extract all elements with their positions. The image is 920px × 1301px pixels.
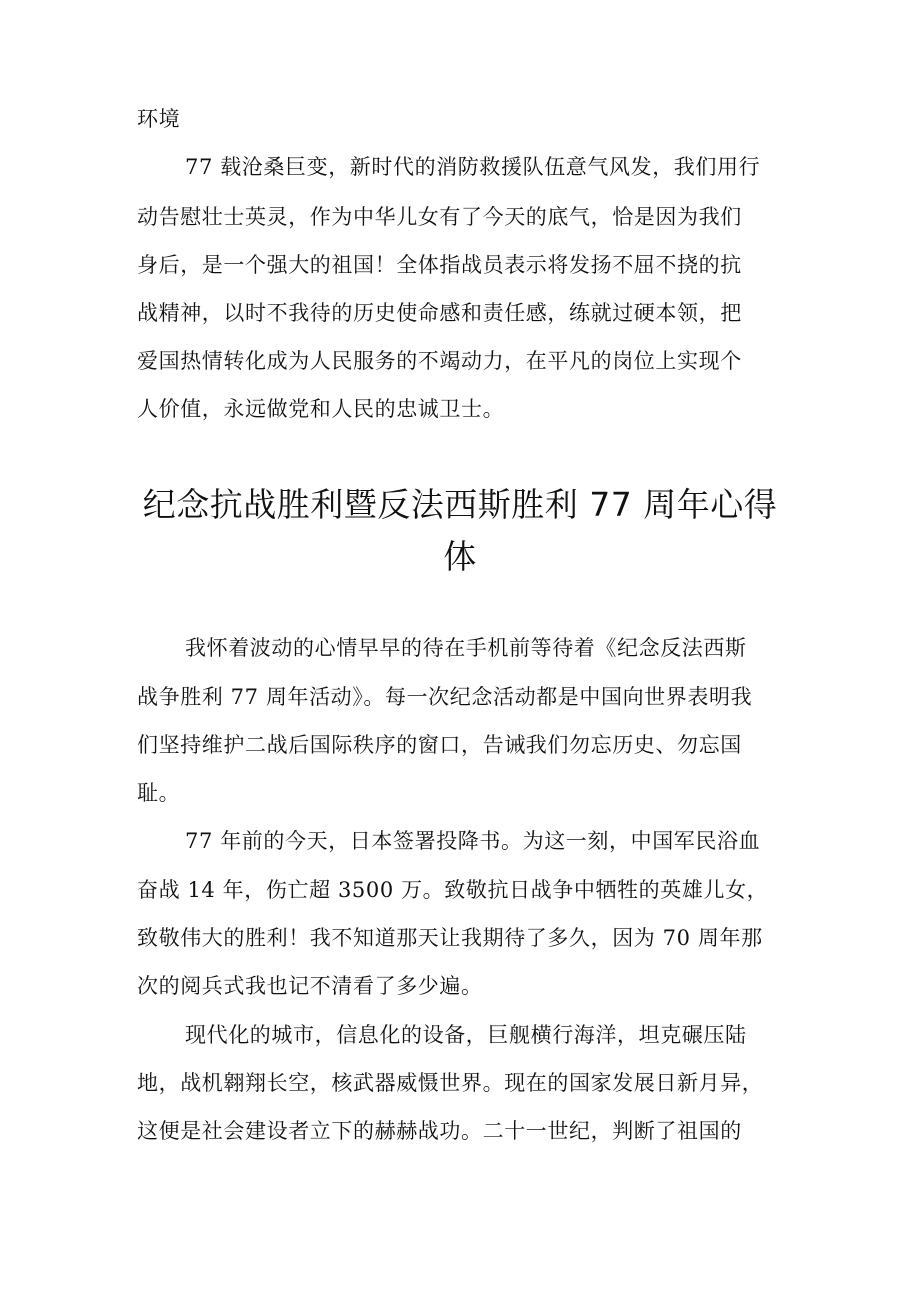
text-line: 环境	[137, 107, 181, 131]
text-line: 地，战机翱翔长空，核武器威慑世界。现在的国家发展日新月异，	[137, 1071, 764, 1095]
text-line: 爱国热情转化成为人民服务的不竭动力，在平凡的岗位上实现个	[137, 349, 742, 373]
text-line: 们坚持维护二战后国际秩序的窗口，告诫我们勿忘历史、勿忘国	[137, 733, 742, 757]
text-line: 77 年前的今天，日本签署投降书。为这一刻，中国军民浴血	[185, 829, 761, 853]
section-title: 体	[443, 537, 477, 576]
text-line: 现代化的城市，信息化的设备，巨舰横行海洋，坦克碾压陆	[185, 1023, 747, 1047]
text-line: 奋战 14 年，伤亡超 3500 万。致敬抗日战争中牺牲的英雄儿女，	[137, 878, 769, 902]
text-line: 人价值，永远做党和人民的忠诚卫士。	[137, 397, 505, 421]
text-line: 战精神，以时不我待的历史使命感和责任感，练就过硬本领，把	[137, 301, 742, 325]
text-line: 耻。	[137, 781, 181, 805]
text-line: 动告慰壮士英灵，作为中华儿女有了今天的底气，恰是因为我们	[137, 205, 742, 229]
section-title: 纪念抗战胜利暨反法西斯胜利 77 周年心得	[142, 485, 778, 524]
text-line: 我怀着波动的心情早早的待在手机前等待着《纪念反法西斯	[185, 636, 747, 660]
text-line: 身后，是一个强大的祖国！全体指战员表示将发扬不屈不挠的抗	[137, 253, 742, 277]
text-line: 致敬伟大的胜利！我不知道那天让我期待了多久，因为 70 周年那	[137, 926, 763, 950]
text-line: 这便是社会建设者立下的赫赫战功。二十一世纪，判断了祖国的	[137, 1119, 742, 1143]
text-line: 战争胜利 77 周年活动》。每一次纪念活动都是中国向世界表明我	[137, 685, 753, 709]
text-line: 次的阅兵式我也记不清看了多少遍。	[137, 974, 483, 998]
text-line: 77 载沧桑巨变，新时代的消防救援队伍意气风发，我们用行	[185, 155, 761, 179]
